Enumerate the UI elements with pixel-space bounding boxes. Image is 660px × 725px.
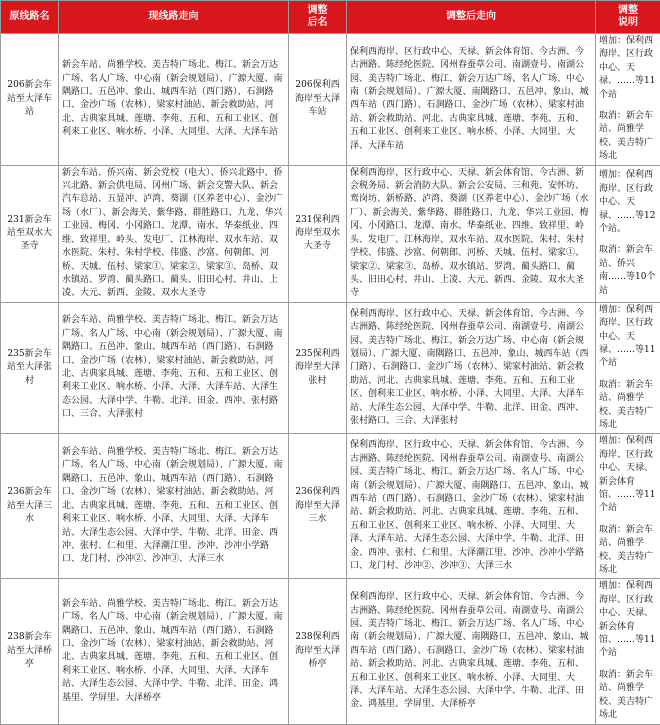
current-route-stops: 新会车站、侨兴南、新会党校（电大）、侨兴北路中、侨兴北路、新会供电局、冈州广场、新会交警大队、新会汽车总站、五显冲、泸湾、葵湖（区养老中心）、金沙广场（水厂）、新会海关、紫华路、群胜路口、九龙、华兴工业园、梅冈、小冈路口、龙潭、南水、华泰纸业、四维、致祥里、岭头、发电厂、江林海岸、双水车站、双水医院、朱村、朱村学校、伟盛、沙富、何朝郎、河桥、天城、伍村、梁家①、梁家②、梁家③、岛桥、双水镇站、罗湾、蔺头路口、蔺头、旧田心村、井山、上凌、大元、新西、金陵、双水大圣寺 [59,165,289,302]
note-added-stops: 增加：保利西海岸、区行政中心、天禄、……等12个站。 [599,169,657,236]
current-route-stops: 新会车站、尚雅学校、美吉特广场北、梅江、新会万达广场、名人广场、中心南（新会规划局）、广源大厦、南隅路口、五邑冲、象山、城西车站（西门路）、石涧路口、金沙广场（农林）、梁家村油站、新会救助站、河北、古典家具城、莲塘、李苑、五和、五和工业区、创利来工业区、响水桥、小泽、大同里、大泽、大泽车站、大泽生态公园、大泽中学、牛勒、北洋、田金、鸿基里、学屏里、大泽桥亭 [59,579,289,724]
adjustment-note [596,165,660,302]
adjusted-route-name: 206保利西海岸至大泽车站 [289,34,347,166]
note-added-stops: 增加：保利西海岸、区行政中心、天禄、新会体育馆、……等11个站 [599,580,657,660]
adjusted-route-name: 238保利西海岸至大泽桥亭 [289,579,347,724]
header-adjusted-name: 调整 后名 [289,1,347,34]
adjusted-route-name: 231保利西海岸至双水大圣寺 [289,165,347,302]
adjusted-route-stops: 保利西海岸、区行政中心、天禄、新会体育馆、今古洲、今古洲路、陈经纶医院、冈州春蚕草公司、南湖壹号、南湖公园、美吉特广场北、梅江、新会万达广场、名人广场、中心南（新会规划局）、广源大厦、南隅路口、五邑冲、象山、城西车站（西门路）、石涧路口、金沙广场（农林）、梁家村油站、新会救助站、河北、古典家具城、莲塘、李苑、五和、五和工业区、创利来工业区、响水桥、小泽、大同里、大泽、大泽车站 [347,34,596,166]
current-route-stops: 新会车站、尚雅学校、美吉特广场北、梅江、新会万达广场、名人广场、中心南（新会规划局）、广源大厦、南隅路口、五邑冲、象山、城西车站（西门路）、石涧路口、金沙广场（农林）、梁家村油站、新会救助站、河北、古典家具城、莲塘、李苑、五和、五和工业区、创利来工业区、响水桥、小泽、大泽、大泽车站、大泽生态公园、大泽中学、牛勒、北洋、田金、西冲、张村路口、三合、大泽张村 [59,302,289,434]
note-cancelled-stops: 取消：新会车站、侨兴南……等10个站 [599,244,657,298]
table-row [1,34,660,166]
current-route-stops: 新会车站、尚雅学校、美吉特广场北、梅江、新会万达广场、名人广场、中心南（新会规划局）、广源大厦、南隅路口、五邑冲、象山、城西车站（西门路）、石涧路口、金沙广场（农林）、梁家村油站、新会救助站、河北、古典家具城、莲塘、李苑、五和、五和工业区、创利来工业区、响水桥、小泽、大同里、大泽、大泽车站、大泽生态公园、大泽中学、牛勒、北洋、田金、西冲、张村、仁和里、大泽潮江里、沙冲、沙冲小学路口、龙门村、沙冲②、沙冲③、大泽三水 [59,434,289,579]
original-route-name: 238新会车站至大泽桥亭 [1,579,59,724]
adjusted-route-stops: 保利西海岸、区行政中心、天禄、新会体育馆、今古洲、新会税务局、新会消防大队、新会公安局、三和苑、安怀坊、鸾岗坊、新桥路、泸湾、葵湖（区养老中心）、金沙广场（水厂）、新会海关、紫华路、群胜路口、九龙、华兴工业园、梅冈、小冈路口、龙潭、南水、华泰纸业、四维、致祥里、岭头、发电厂、江林海岸、双水车站、双水医院、朱村、朱村学校、伟盛、沙富、何朝郎、河桥、天城、伍村、梁家①、梁家②、梁家③、岛桥、双水镇站、罗湾、蔺头路口、蔺头、旧田心村、井山、上凌、大元、新西、金陵、双水大圣寺 [347,165,596,302]
note-cancelled-stops: 取消：新会车站、尚雅学校、美吉特广场北 [599,669,657,723]
original-route-name: 231新会车站至双水大圣寺 [1,165,59,302]
header-adjusted-route: 调整后走向 [347,1,596,34]
header-row [1,1,660,34]
adjustment-note [596,34,660,166]
adjustment-note [596,302,660,434]
table-row [1,579,660,724]
table-row [1,302,660,434]
note-added-stops: 增加：保利西海岸、区行政中心、天禄、……等11个站 [599,35,657,102]
header-original-route: 原线路名 [1,1,59,34]
original-route-name: 206新会车站至大泽车站 [1,34,59,166]
note-added-stops: 增加：保利西海岸、区行政中心、天禄、……等11个站 [599,304,657,371]
adjustment-note [596,579,660,724]
adjustment-note [596,434,660,579]
table-row [1,434,660,579]
note-cancelled-stops: 取消：新会车站、尚雅学校、美吉特广场北 [599,524,657,578]
adjusted-route-name: 236保利西海岸至大泽三水 [289,434,347,579]
adjusted-route-stops: 保利西海岸、区行政中心、天禄、新会体育馆、今古洲、今古洲路、陈经纶医院、冈州春蚕草公司、南湖壹号、南湖公园、美吉特广场北、梅江、新会万达广场、名人广场、中心南（新会规划局）、广源大厦、南隅路口、五邑冲、象山、城西车站（西门路）、石涧路口、金沙广场（农林）、梁家村油站、新会救助站、河北、古典家具城、莲塘、李苑、五和、五和工业区、创利来工业区、响水桥、小泽、大同里、大泽、大泽车站、大泽生态公园、大泽中学、牛勒、北洋、田金、西冲、张村、仁和里、大泽潮江里、沙冲、沙冲小学路口、龙门村、沙冲②、沙冲③、大泽三水 [347,434,596,579]
current-route-stops: 新会车站、尚雅学校、美吉特广场北、梅江、新会万达广场、名人广场、中心南（新会规划局）、广源大厦、南隅路口、五邑冲、象山、城西车站（西门路）、石涧路口、金沙广场（农林）、梁家村油站、新会救助站、河北、古典家具城、莲塘、李苑、五和、五和工业区、创利来工业区、响水桥、小泽、大同里、大泽、大泽车站 [59,34,289,166]
note-cancelled-stops: 取消：新会车站、尚雅学校、美吉特广场北 [599,110,657,164]
table-row [1,165,660,302]
header-current-route: 现线路走向 [59,1,289,34]
note-cancelled-stops: 取消：新会车站、尚雅学校、美吉特广场北 [599,379,657,433]
adjusted-route-stops: 保利西海岸、区行政中心、天禄、新会体育馆、今古洲、今古洲路、陈经纶医院、冈州春蚕草公司、南湖壹号、南湖公园、美吉特广场北、梅江、新会万达广场、中心南（新会规划局）、广源大厦、南隅路口、五邑冲、象山、城西车站（西门路）、石涧路口、金沙广场（农林）、梁家村油站、新会救助站、河北、古典家具城、莲塘、李苑、五和、五和工业区、创利来工业区、响水桥、小泽、大同里、大泽、大泽车站、大泽生态公园、大泽中学、牛勒、北洋、田金、西冲、张村路口、三合、大泽张村 [347,302,596,434]
original-route-name: 235新会车站至大泽张村 [1,302,59,434]
header-adjustment-note: 调整 说明 [596,1,660,34]
original-route-name: 236新会车站至大泽三水 [1,434,59,579]
adjusted-route-name: 235保利西海岸至大泽张村 [289,302,347,434]
adjusted-route-stops: 保利西海岸、区行政中心、天禄、新会体育馆、今古洲、今古洲路、陈经纶医院、冈州春蚕草公司、南湖壹号、南湖公园、美吉特广场北、梅江、新会万达广场、名人广场、中心南（新会规划局）、广源大厦、南隅路口、五邑冲、象山、城西车站（西门路）、石涧路口、金沙广场（农林）、梁家村油站、新会救助站、河北、古典家具城、莲塘、李苑、五和、五和工业区、创利来工业区、响水桥、小泽、大同里、大泽、大泽车站、大泽生态公园、大泽中学、牛勒、北洋、田金、鸿基里、学屏里、大泽桥亭 [347,579,596,724]
note-added-stops: 增加：保利西海岸、区行政中心、天禄、新会体育馆、……等11个站 [599,435,657,515]
